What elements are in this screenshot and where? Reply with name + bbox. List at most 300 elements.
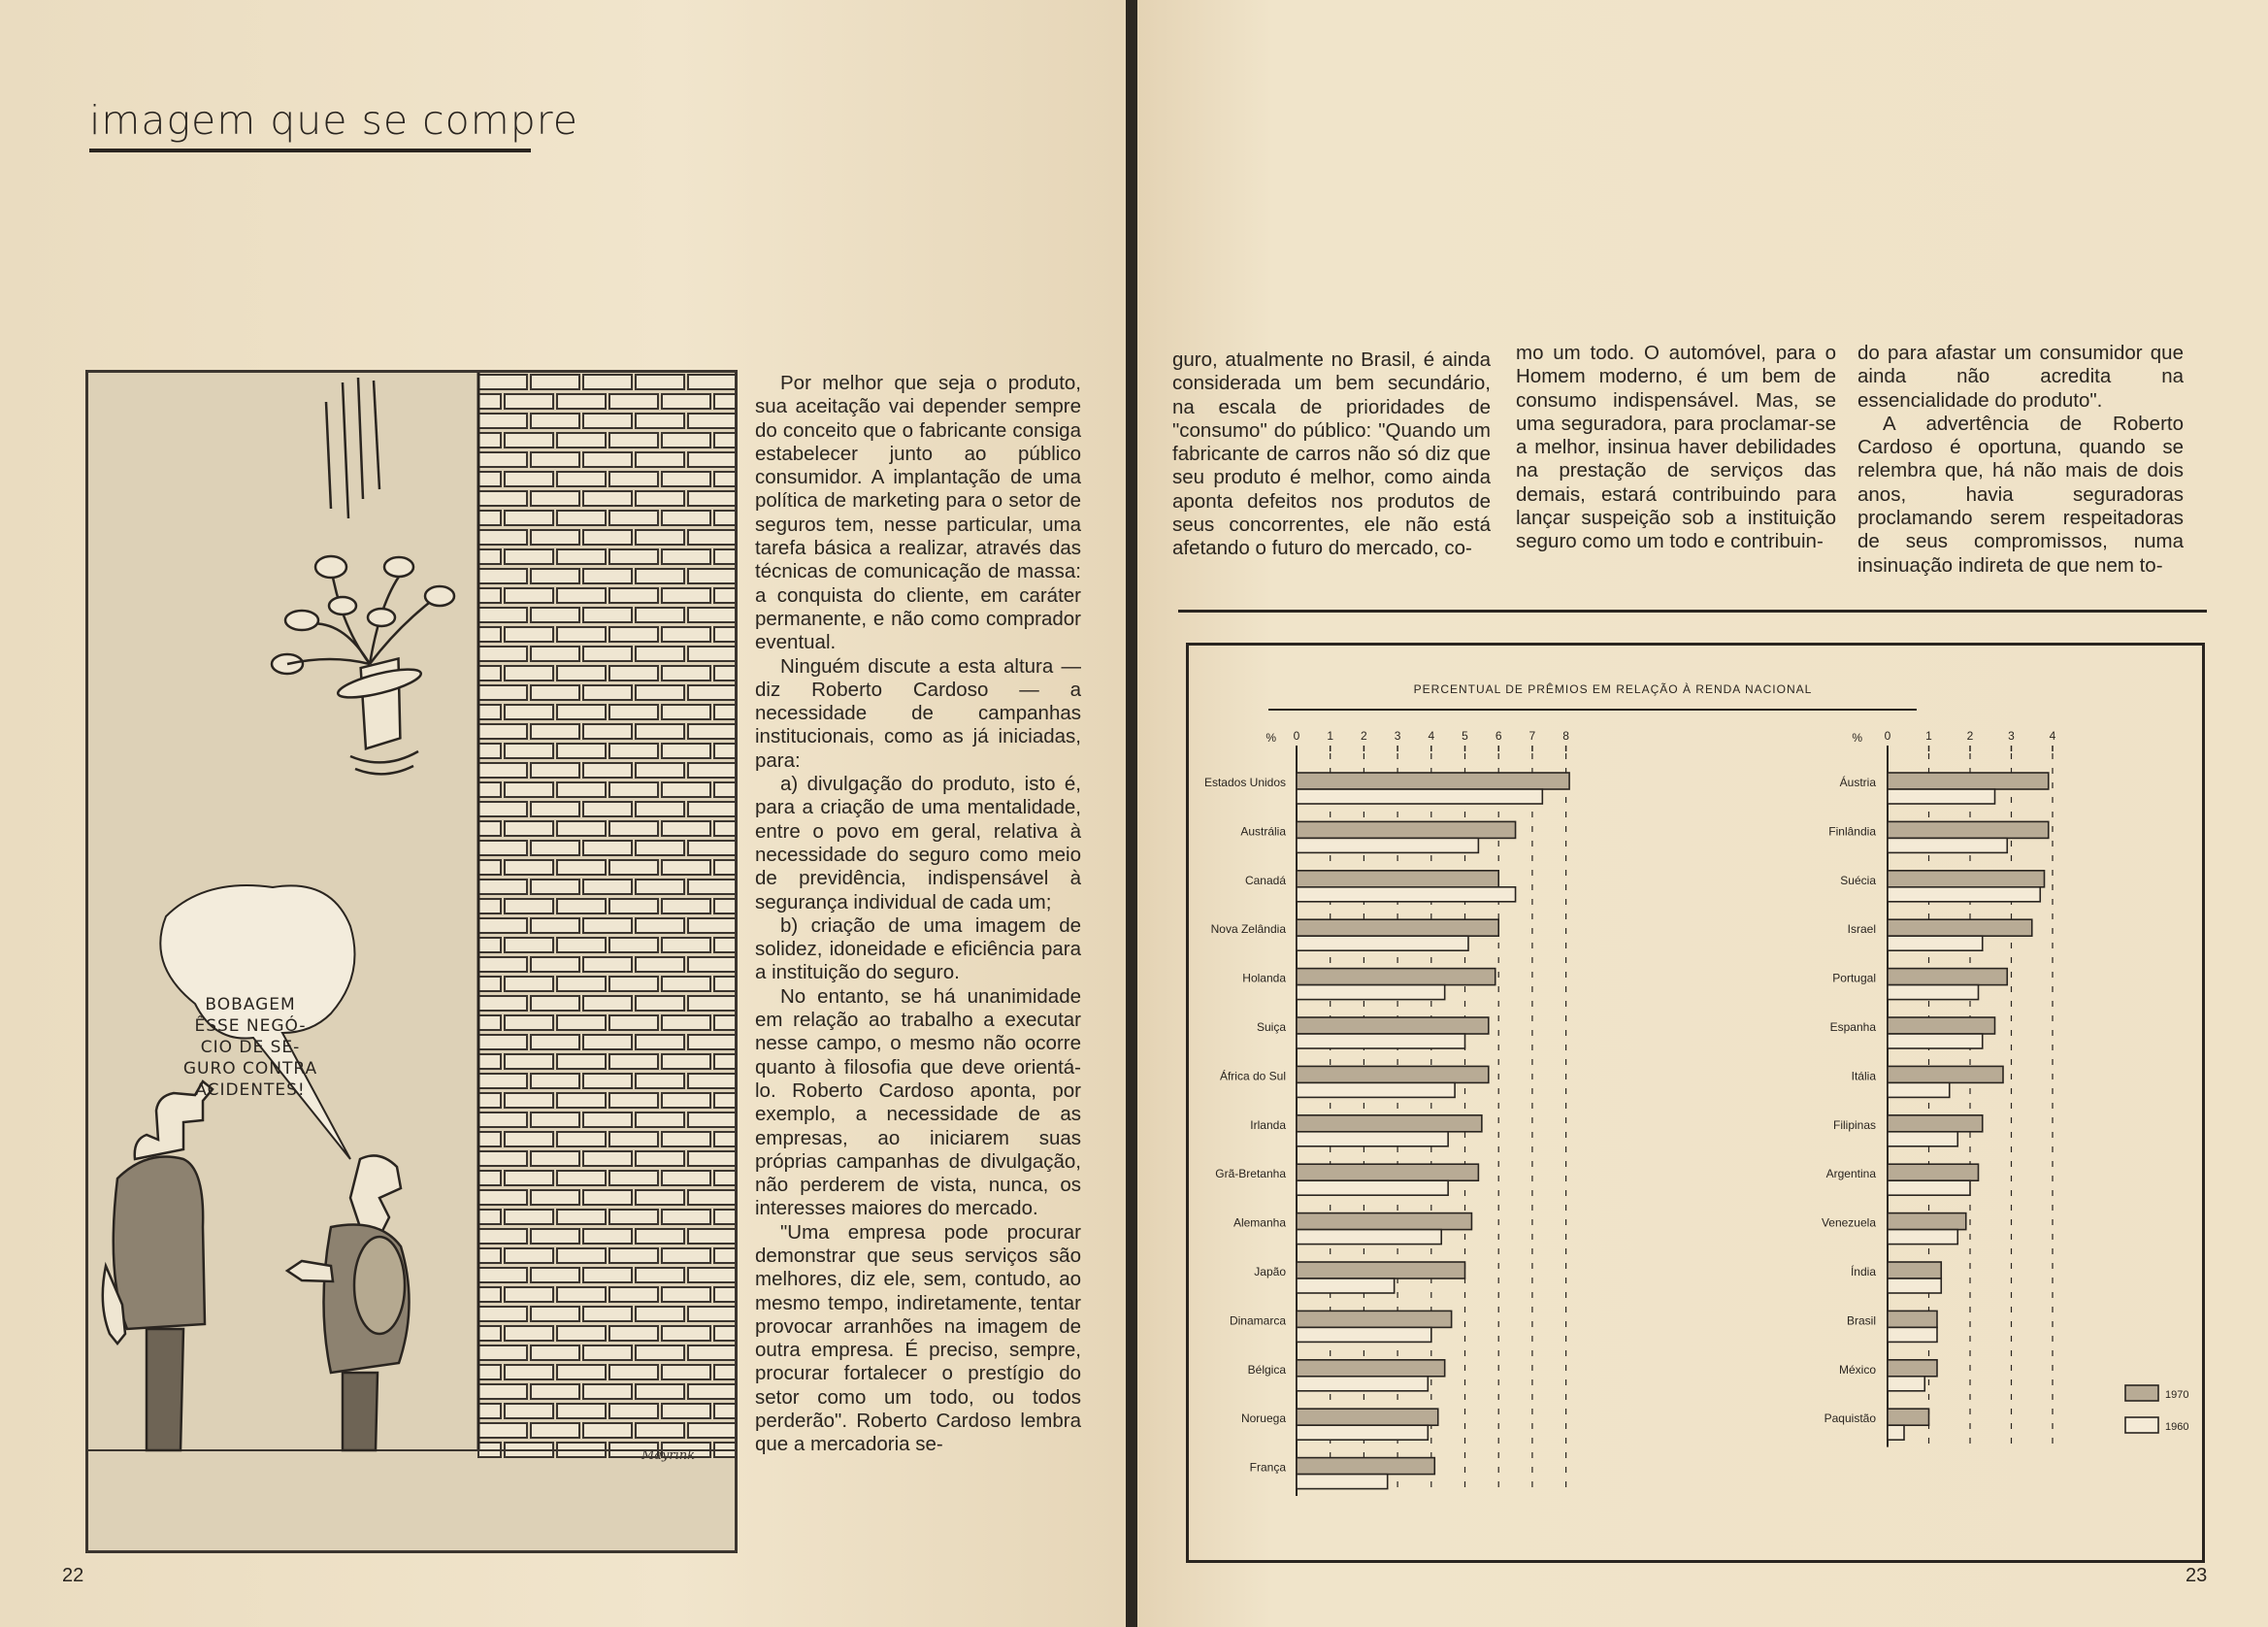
brick	[714, 1326, 738, 1341]
brick	[478, 841, 527, 855]
brick	[662, 705, 710, 719]
brick	[714, 1404, 738, 1418]
brick	[505, 782, 553, 797]
brick	[478, 802, 527, 816]
brick	[478, 1210, 501, 1224]
brick	[662, 1210, 710, 1224]
category-label: Filipinas	[1832, 1117, 1876, 1132]
brick	[505, 549, 553, 564]
brick	[478, 1326, 501, 1341]
brick	[478, 608, 527, 622]
chart-right	[1822, 729, 2056, 1447]
brick	[662, 433, 710, 448]
chart-left	[1204, 729, 1569, 1496]
bar-1960	[1297, 1278, 1395, 1293]
brick	[688, 375, 737, 389]
bar-1960	[1888, 1230, 1957, 1245]
brick	[505, 1248, 553, 1263]
bar-1970	[1297, 969, 1496, 985]
bar-1960	[1888, 838, 2007, 852]
tick-label: 1	[1925, 729, 1932, 743]
legend-swatch-1960	[2125, 1417, 2158, 1433]
bubble-line-3: CIO DE SE-	[200, 1038, 301, 1057]
brick	[609, 899, 658, 913]
brick	[583, 530, 632, 545]
right-page	[1137, 0, 2268, 1627]
bar-1960	[1297, 1425, 1428, 1440]
brick	[714, 938, 738, 952]
brick	[505, 472, 553, 486]
brick	[531, 375, 579, 389]
bar-1970	[1297, 1360, 1445, 1377]
brick	[714, 705, 738, 719]
category-label: África do Sul	[1219, 1069, 1286, 1083]
category-label: França	[1249, 1460, 1286, 1475]
brick	[478, 530, 527, 545]
brick	[662, 899, 710, 913]
brick	[714, 1287, 738, 1302]
brick	[688, 1112, 737, 1127]
brick	[557, 977, 606, 991]
brick	[505, 433, 553, 448]
brick	[505, 394, 553, 409]
brick	[636, 491, 684, 506]
bar-1970	[1297, 1213, 1471, 1230]
brick	[583, 1423, 632, 1438]
title-underline	[89, 149, 531, 152]
brick	[662, 744, 710, 758]
legend-label-1970: 1970	[2165, 1389, 2189, 1401]
bubble-line-4: GURO CONTRA	[182, 1059, 318, 1079]
brick	[583, 957, 632, 972]
bar-1970	[1888, 1311, 1937, 1327]
brick	[714, 394, 738, 409]
bar-1970	[1888, 1262, 1941, 1278]
category-label: Israel	[1847, 922, 1876, 937]
bar-1970	[1888, 1115, 1983, 1132]
bar-1970	[1888, 1164, 1979, 1180]
brick	[505, 1171, 553, 1185]
brick	[478, 511, 501, 525]
brick	[478, 1423, 527, 1438]
paragraph: b) criação de uma imagem de solidez, idoneidade e eficiência para a instituição do seguro.	[755, 913, 1081, 984]
bar-1960	[1888, 1327, 1937, 1342]
brick	[531, 880, 579, 894]
brick	[478, 491, 527, 506]
brick	[583, 1384, 632, 1399]
brick	[688, 996, 737, 1011]
brick	[478, 880, 527, 894]
brick	[557, 821, 606, 836]
brick	[636, 1074, 684, 1088]
brick	[583, 1307, 632, 1321]
brick	[609, 1015, 658, 1030]
brick	[609, 1054, 658, 1069]
book-gutter	[1126, 0, 1137, 1627]
brick	[557, 1171, 606, 1185]
brick	[636, 530, 684, 545]
bubble-line-5: ACIDENTES!	[195, 1080, 306, 1100]
brick	[505, 588, 553, 603]
brick	[636, 918, 684, 933]
brick	[478, 685, 527, 700]
brick	[714, 977, 738, 991]
brick	[714, 744, 738, 758]
brick	[688, 841, 737, 855]
brick	[557, 1326, 606, 1341]
brick	[531, 608, 579, 622]
category-label: Índia	[1850, 1265, 1876, 1278]
category-label: Nova Zelândia	[1210, 922, 1286, 937]
brick	[478, 1307, 527, 1321]
tick-label: 5	[1462, 729, 1468, 743]
bar-1960	[1888, 1082, 1950, 1097]
bar-1970	[1297, 1409, 1438, 1425]
article-column-4	[1857, 342, 2184, 578]
brick	[583, 608, 632, 622]
bar-1960	[1297, 1377, 1428, 1391]
category-label: Grã-Bretanha	[1215, 1167, 1286, 1181]
brick	[636, 880, 684, 894]
brick	[688, 685, 737, 700]
brick	[688, 491, 737, 506]
brick	[478, 1054, 501, 1069]
brick	[636, 1345, 684, 1360]
brick	[688, 1384, 737, 1399]
brick	[609, 433, 658, 448]
category-label: Venezuela	[1821, 1215, 1876, 1230]
brick	[478, 1151, 527, 1166]
brick	[478, 1229, 527, 1244]
bar-1970	[1888, 1017, 1995, 1034]
brick	[714, 1093, 738, 1108]
brick	[583, 880, 632, 894]
category-label: Austrália	[1240, 824, 1286, 839]
page-number-left: 22	[62, 1565, 84, 1586]
brick	[478, 782, 501, 797]
brick	[478, 821, 501, 836]
brick	[531, 763, 579, 778]
brick	[636, 1423, 684, 1438]
tick-label: 3	[2008, 729, 2015, 743]
brick	[583, 918, 632, 933]
brick	[609, 627, 658, 642]
brick	[478, 1132, 501, 1146]
brick	[662, 1326, 710, 1341]
brick	[478, 375, 527, 389]
chart-plot-area	[1189, 646, 2202, 1560]
bar-1960	[1297, 838, 1478, 852]
bar-1970	[1297, 1115, 1482, 1132]
brick	[531, 1035, 579, 1049]
brick	[531, 491, 579, 506]
brick	[478, 705, 501, 719]
brick	[478, 414, 527, 428]
brick	[531, 802, 579, 816]
brick	[636, 569, 684, 583]
bar-1960	[1297, 1230, 1441, 1245]
brick	[478, 1365, 501, 1379]
left-page	[0, 0, 1126, 1627]
bar-1960	[1297, 1034, 1465, 1048]
brick	[478, 588, 501, 603]
brick	[505, 1404, 553, 1418]
brick	[662, 1404, 710, 1418]
tick-label: 7	[1528, 729, 1536, 743]
brick	[688, 1035, 737, 1049]
brick	[662, 549, 710, 564]
chart-legend	[2125, 1385, 2188, 1433]
brick	[557, 1248, 606, 1263]
bar-1970	[1888, 1360, 1937, 1377]
paragraph: No entanto, se há unanimidade em relação ao trabalho a executar nesse campo, o mesmo não ocorre quanto à filosofia que deve orientá-lo. Roberto Cardoso aponta, por exemplo, a necessidade de as empresas, ao iniciarem suas próprias campanhas de divulgação, não perderem de vista, nunca, os interesses maiores do mercado.	[755, 984, 1081, 1220]
brick	[478, 1384, 527, 1399]
brick	[609, 782, 658, 797]
category-label: Espanha	[1829, 1020, 1876, 1034]
bar-1960	[1888, 1034, 1983, 1048]
category-label: Irlanda	[1250, 1117, 1286, 1132]
brick	[636, 996, 684, 1011]
brick	[505, 1326, 553, 1341]
brick	[609, 744, 658, 758]
paragraph: guro, atualmente no Brasil, é ainda considerada um bem secundário, na escala de prioridades de "consumo" do público: "Quando um fabricante de carros não só diz que seu produto é melhor, como ainda aponta defeitos nos produtos de seus concorrentes, ele não está afetando o futuro do mercado, co-	[1172, 349, 1491, 560]
brick	[478, 996, 527, 1011]
brick	[662, 666, 710, 681]
tick-label: 4	[2049, 729, 2056, 743]
brick	[478, 1287, 501, 1302]
brick	[609, 1287, 658, 1302]
brick	[505, 511, 553, 525]
brick	[688, 724, 737, 739]
brick	[714, 821, 738, 836]
bar-1970	[1888, 1213, 1966, 1230]
chart-title-text: PERCENTUAL DE PRÊMIOS EM RELAÇÃO À RENDA NACIONAL	[1413, 682, 1813, 696]
category-label: Dinamarca	[1229, 1313, 1286, 1328]
brick	[714, 860, 738, 875]
brick	[505, 627, 553, 642]
bar-1960	[1297, 1327, 1431, 1342]
brick	[478, 394, 501, 409]
bar-1960	[1297, 1132, 1448, 1146]
bar-1960	[1297, 985, 1445, 1000]
brick	[583, 724, 632, 739]
brick	[714, 1248, 738, 1263]
tick-label: 8	[1562, 729, 1569, 743]
brick	[714, 433, 738, 448]
bar-1970	[1888, 1409, 1929, 1425]
bar-1960	[1888, 936, 1983, 950]
brick	[478, 1035, 527, 1049]
paragraph: a) divulgação do produto, isto é, para a criação de uma mentalidade, entre o povo em geral, relativa à necessidade do seguro como meio de previdência, indispensável à segurança individual de cada um;	[755, 773, 1081, 913]
brick	[557, 549, 606, 564]
brick	[714, 782, 738, 797]
tick-label: 0	[1884, 729, 1891, 743]
brick	[688, 763, 737, 778]
brick	[583, 452, 632, 467]
bar-1970	[1888, 773, 2049, 789]
brick	[505, 666, 553, 681]
brick	[636, 1190, 684, 1205]
category-label: Brasil	[1846, 1313, 1876, 1328]
category-label: México	[1838, 1362, 1876, 1377]
brick	[609, 860, 658, 875]
brick	[557, 705, 606, 719]
bar-1960	[1297, 1180, 1448, 1195]
brick	[557, 1054, 606, 1069]
brick	[609, 472, 658, 486]
brick	[505, 860, 553, 875]
brick	[583, 1151, 632, 1166]
brick	[662, 782, 710, 797]
brick	[609, 1132, 658, 1146]
brick	[714, 1015, 738, 1030]
brick	[557, 394, 606, 409]
brick	[557, 782, 606, 797]
category-label: Paquistão	[1824, 1411, 1876, 1426]
category-label: Suécia	[1840, 873, 1876, 887]
brick	[636, 608, 684, 622]
tick-label: 3	[1394, 729, 1401, 743]
brick	[609, 1093, 658, 1108]
bar-1970	[1297, 1262, 1465, 1278]
tick-label: 2	[1966, 729, 1974, 743]
brick	[609, 1171, 658, 1185]
brick	[478, 452, 527, 467]
bar-1960	[1888, 1132, 1957, 1146]
brick	[688, 452, 737, 467]
brick	[505, 899, 553, 913]
brick	[531, 841, 579, 855]
brick	[505, 1015, 553, 1030]
category-label: Estados Unidos	[1203, 776, 1286, 789]
brick	[714, 511, 738, 525]
bar-1970	[1888, 1066, 2003, 1082]
brick	[636, 724, 684, 739]
brick	[531, 1423, 579, 1438]
man-left	[103, 1081, 213, 1450]
brick	[662, 821, 710, 836]
brick	[662, 472, 710, 486]
cartoon-illustration	[85, 370, 738, 1553]
brick	[531, 996, 579, 1011]
bar-1960	[1888, 985, 1979, 1000]
chart-frame	[1186, 643, 2205, 1563]
brick	[688, 957, 737, 972]
brick	[636, 1112, 684, 1127]
brick	[557, 1015, 606, 1030]
brick	[714, 627, 738, 642]
brick	[688, 530, 737, 545]
brick	[583, 685, 632, 700]
brick	[531, 957, 579, 972]
bar-1960	[1888, 789, 1995, 804]
brick	[636, 1151, 684, 1166]
chart-top-rule	[1178, 610, 2207, 613]
bar-1970	[1297, 871, 1498, 887]
brick	[636, 802, 684, 816]
brick	[557, 899, 606, 913]
brick	[714, 666, 738, 681]
brick	[478, 957, 527, 972]
brick	[583, 1190, 632, 1205]
paragraph: mo um todo. O automóvel, para o Homem moderno, é um bem de consumo indispensável. Mas, se uma seguradora, para proclamar-se a melhor, insinua haver debilidades na prestação de serviços das demais, estará contribuindo para lançar suspeição sob a instituição seguro como um todo e contribuin-	[1516, 342, 1836, 553]
brick	[583, 647, 632, 661]
brick	[662, 977, 710, 991]
bar-1970	[1297, 919, 1498, 936]
brick	[662, 1132, 710, 1146]
brick	[583, 763, 632, 778]
brick	[478, 763, 527, 778]
brick	[583, 841, 632, 855]
brick	[714, 1171, 738, 1185]
brick	[478, 647, 527, 661]
brick	[505, 1287, 553, 1302]
brick	[557, 472, 606, 486]
brick	[636, 841, 684, 855]
brick	[557, 1093, 606, 1108]
bar-1970	[1297, 1017, 1489, 1034]
brick	[662, 938, 710, 952]
brick	[662, 1365, 710, 1379]
bar-1960	[1888, 887, 2040, 902]
brick	[531, 1112, 579, 1127]
category-label: Portugal	[1832, 971, 1876, 985]
section-title: imagem que se compre	[89, 97, 578, 144]
brick	[583, 375, 632, 389]
brick	[636, 1307, 684, 1321]
brick	[688, 569, 737, 583]
brick	[531, 414, 579, 428]
brick	[531, 569, 579, 583]
brick	[557, 860, 606, 875]
brick	[583, 569, 632, 583]
brick	[609, 1248, 658, 1263]
brick	[531, 685, 579, 700]
brick	[662, 588, 710, 603]
brick	[688, 1307, 737, 1321]
paragraph: A advertência de Roberto Cardoso é oportuna, quando se relembra que, há não mais de dois anos, havia seguradoras proclamando serem respeitadoras de seus compromissos, numa insinuação indireta de que nem to-	[1857, 412, 2184, 577]
brick	[478, 1345, 527, 1360]
brick-wall	[478, 375, 738, 1457]
brick	[478, 1112, 527, 1127]
brick	[505, 1132, 553, 1146]
brick	[557, 1132, 606, 1146]
tick-label: 1	[1327, 729, 1334, 743]
bubble-line-1: BOBAGEM	[205, 995, 296, 1014]
legend-label-1960: 1960	[2165, 1421, 2189, 1433]
brick	[636, 685, 684, 700]
brick	[557, 1404, 606, 1418]
brick	[478, 860, 501, 875]
brick	[557, 744, 606, 758]
brick	[478, 666, 501, 681]
brick	[531, 1345, 579, 1360]
category-label: Noruega	[1240, 1411, 1286, 1426]
brick	[636, 1229, 684, 1244]
brick	[583, 1112, 632, 1127]
brick	[478, 918, 527, 933]
brick	[636, 414, 684, 428]
brick	[557, 588, 606, 603]
brick	[662, 627, 710, 642]
brick	[478, 977, 501, 991]
cartoon-drawing	[88, 373, 738, 1553]
brick	[609, 1210, 658, 1224]
brick	[636, 957, 684, 972]
brick	[662, 1015, 710, 1030]
category-label: Japão	[1254, 1265, 1286, 1278]
bar-1970	[1297, 1311, 1452, 1327]
